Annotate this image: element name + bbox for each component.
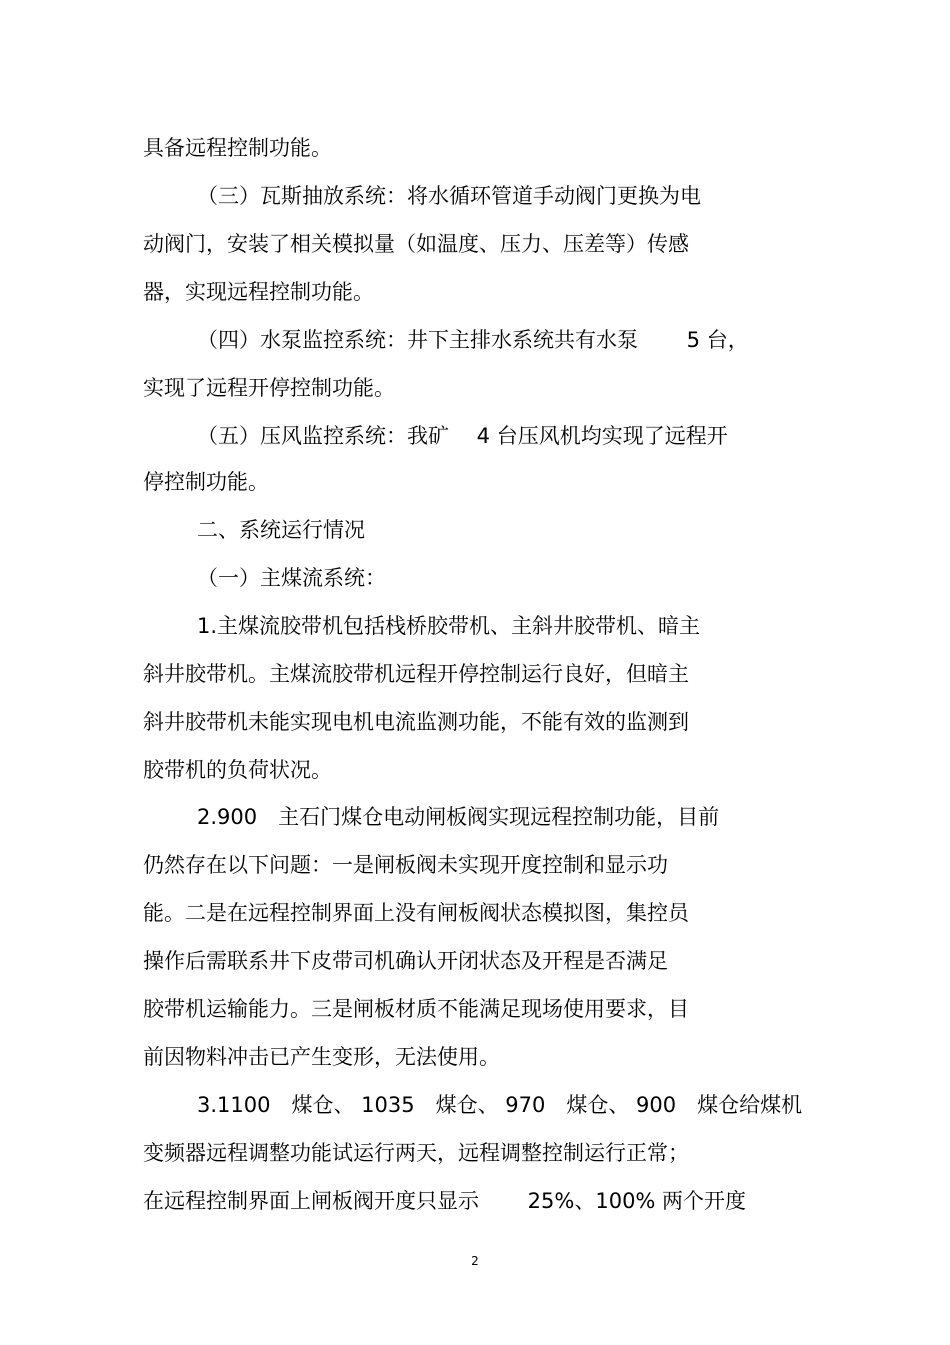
text-line: 在远程控制界面上闸板阀开度只显示 25%、100% 两个开度	[143, 1189, 747, 1213]
text-line: 操作后需联系井下皮带司机确认开闭状态及开程是否满足	[143, 949, 668, 973]
text-line: 能。二是在远程控制界面上没有闸板阀状态模拟图，集控员	[143, 901, 689, 925]
text-line: 停控制功能。	[143, 470, 269, 494]
text-line: （四）水泵监控系统：井下主排水系统共有水泵 5 台，	[197, 328, 749, 352]
text-line: 器，实现远程控制功能。	[143, 280, 374, 304]
text-line: 胶带机运输能力。三是闸板材质不能满足现场使用要求，目	[143, 997, 689, 1021]
text-line: 斜井胶带机未能实现电机电流监测功能，不能有效的监测到	[143, 710, 689, 734]
subsection-heading: （一）主煤流系统：	[197, 566, 386, 590]
text-line: 实现了远程开停控制功能。	[143, 376, 395, 400]
text-line: 斜井胶带机。主煤流胶带机远程开停控制运行良好，但暗主	[143, 662, 689, 686]
text-line: （五）压风监控系统：我矿 4 台压风机均实现了远程开	[197, 424, 728, 448]
page-number: 2	[471, 1254, 479, 1268]
text-line: 1.主煤流胶带机包括栈桥胶带机、主斜井胶带机、暗主	[197, 614, 701, 638]
text-line: 3.1100 煤仓、 1035 煤仓、 970 煤仓、 900 煤仓给煤机	[197, 1093, 803, 1117]
text-line: 变频器远程调整功能试运行两天，远程调整控制运行正常；	[143, 1141, 689, 1165]
text-line: 仍然存在以下问题：一是闸板阀未实现开度控制和显示功	[143, 853, 668, 877]
section-heading: 二、系统运行情况	[197, 518, 365, 542]
text-line: 动阀门，安装了相关模拟量（如温度、压力、压差等）传感	[143, 232, 689, 256]
text-line: （三）瓦斯抽放系统：将水循环管道手动阀门更换为电	[197, 184, 701, 208]
text-line: 2.900 主石门煤仓电动闸板阀实现远程控制功能，目前	[197, 805, 720, 829]
text-line: 前因物料冲击已产生变形，无法使用。	[143, 1045, 500, 1069]
text-line: 具备远程控制功能。	[143, 136, 332, 160]
text-line: 胶带机的负荷状况。	[143, 758, 332, 782]
